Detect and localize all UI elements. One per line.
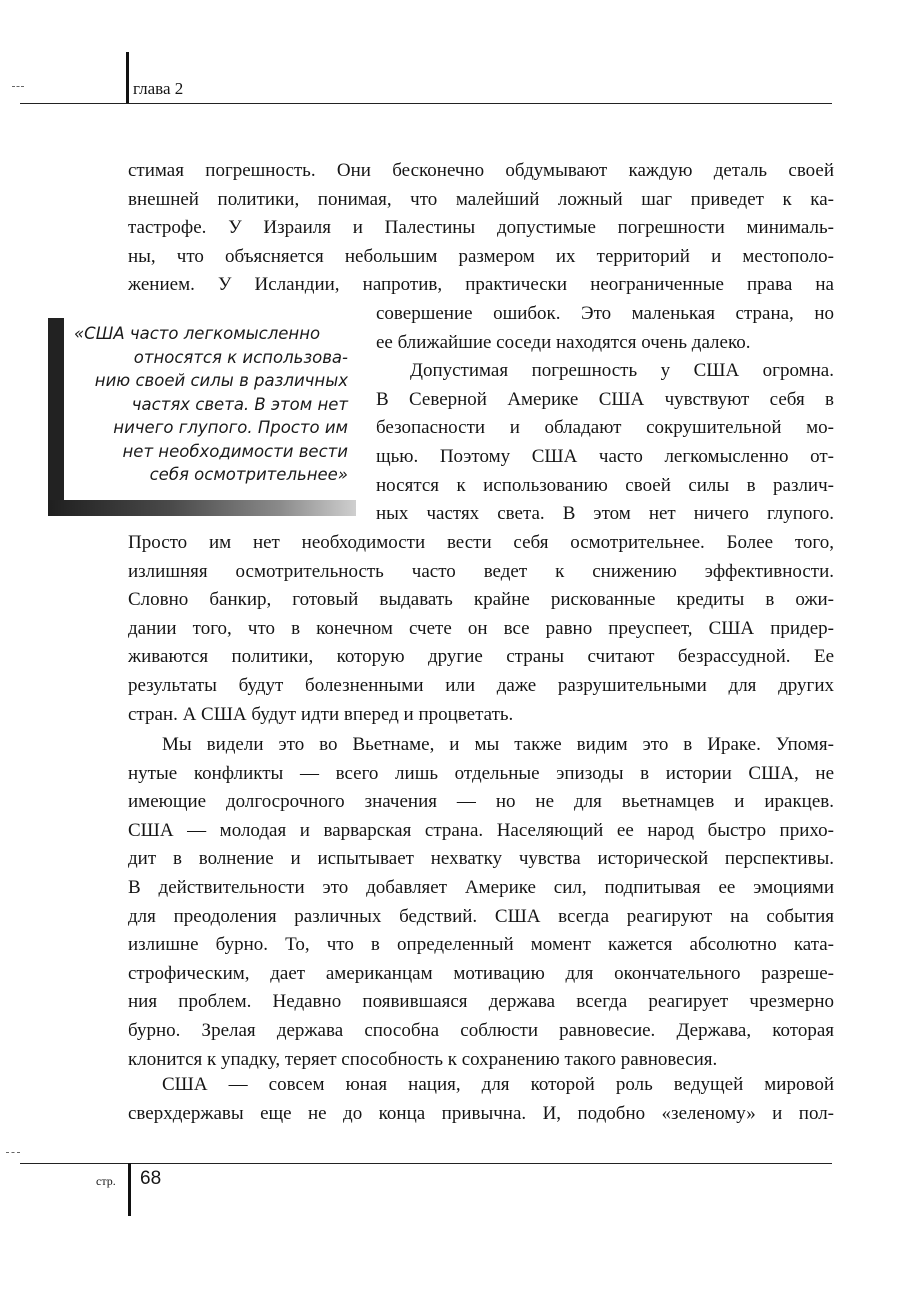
text-line: нутые конфликты — всего лишь отдельные эпизоды в истории США, не [128,762,834,784]
text-line: клонится к упадку, теряет способность к сохранению такого равновесия. [128,1048,718,1070]
pull-quote-line: нет необходимости вести [122,441,348,461]
text-line: бурно. Зрелая держава способна соблюсти равновесие. Держава, которая [128,1019,834,1041]
header-rule [20,103,832,104]
text-line: имеющие долгосрочного значения — но не для вьетнамцев и иракцев. [128,791,834,813]
text-line: Допустимая погрешность у США огромна. [410,360,834,382]
text-line: результаты будут болезненными или даже разрушительными для других [128,674,834,696]
pull-quote [74,322,348,487]
text-line: внешней политики, понимая, что малейший ложный шаг приведет к ка- [128,188,834,210]
text-line: В Северной Америке США чувствуют себя в [376,388,834,410]
wrapped-column [376,300,834,529]
header-divider [126,52,129,104]
text-line: ных частях света. В этом нет ничего глупого. [376,503,834,525]
text-line: жением. У Исландии, напротив, практически неограниченные права на [128,274,834,296]
text-line: дании того, что в конечном счете он все равно преуспеет, США придер- [128,617,834,639]
page-label: стр. [96,1174,116,1188]
footer-rule [20,1163,832,1164]
pull-quote-line: нию своей силы в различных [94,371,348,390]
text-line: излишне бурно. То, что в определенный момент кажется абсолютно ката- [128,934,834,956]
footer-divider [128,1163,131,1216]
text-line: Словно банкир, готовый выдавать крайне рискованные кредиты в ожи- [128,589,834,611]
paragraph-continued [128,529,834,729]
paragraph-vietnam [128,731,834,1074]
text-line: сверхдержавы еще не до конца привычна. И, подобно «зеленому» и пол- [128,1102,834,1124]
text-line: ны, что объясняется небольшим размером их территорий и местополо- [128,245,834,267]
paragraph-top [128,157,834,300]
paragraph-usa [128,1071,834,1128]
text-line: дит в волнение и испытывает нехватку чувства исторической перспективы. [128,848,834,870]
text-line: щью. Поэтому США часто легкомысленно от- [376,445,834,467]
pull-quote-bar [48,318,64,516]
pull-quote-line: «США часто легкомысленно [74,324,321,343]
text-line: излишняя осмотрительность часто ведет к снижению эффективности. [128,560,834,582]
pull-quote-line: относятся к использова- [133,347,348,367]
text-line: стимая погрешность. Они бесконечно обдумывают каждую деталь своей [128,160,834,181]
text-line: тастрофе. У Израиля и Палестины допустимые погрешности минималь- [128,217,834,239]
text-line: для преодоления различных бедствий. США всегда реагируют на события [128,905,834,927]
text-line: В действительности это добавляет Америке сил, подпитывая ее эмоциями [128,876,834,898]
pull-quote-underline [48,500,356,516]
pull-quote-line: частях света. В этом нет [131,394,348,414]
text-line: живаются политики, которую другие страны считают безрассудной. Ее [128,646,834,668]
text-line: ее ближайшие соседи находятся очень далеко. [376,331,751,353]
text-line: стран. А США будут идти вперед и процветать. [128,703,514,725]
pull-quote-line: ничего глупого. Просто им [113,418,348,437]
text-line: совершение ошибок. Это маленькая страна, но [376,303,834,324]
crop-mark [12,86,24,93]
text-line: носятся к использованию своей силы в различ- [376,474,834,496]
text-line: строфическим, дает американцам мотивацию для окончательного разреше- [128,962,834,984]
text-line: США — молодая и варварская страна. Населяющий ее народ быстро прихо- [128,819,834,841]
text-line: безопасности и обладают сокрушительной мо- [376,417,834,439]
text-line: ния проблем. Недавно появившаяся держава всегда реагирует чрезмерно [128,991,834,1013]
chapter-label: глава 2 [133,79,184,98]
pull-quote-line: себя осмотрительнее» [149,465,348,484]
crop-mark [6,1152,20,1159]
text-line: Мы видели это во Вьетнаме, и мы также видим это в Ираке. Упомя- [162,734,834,755]
page-number: 68 [140,1168,162,1189]
text-line: Просто им нет необходимости вести себя осмотрительнее. Более того, [128,532,834,553]
text-line: США — совсем юная нация, для которой роль ведущей мировой [162,1074,834,1095]
